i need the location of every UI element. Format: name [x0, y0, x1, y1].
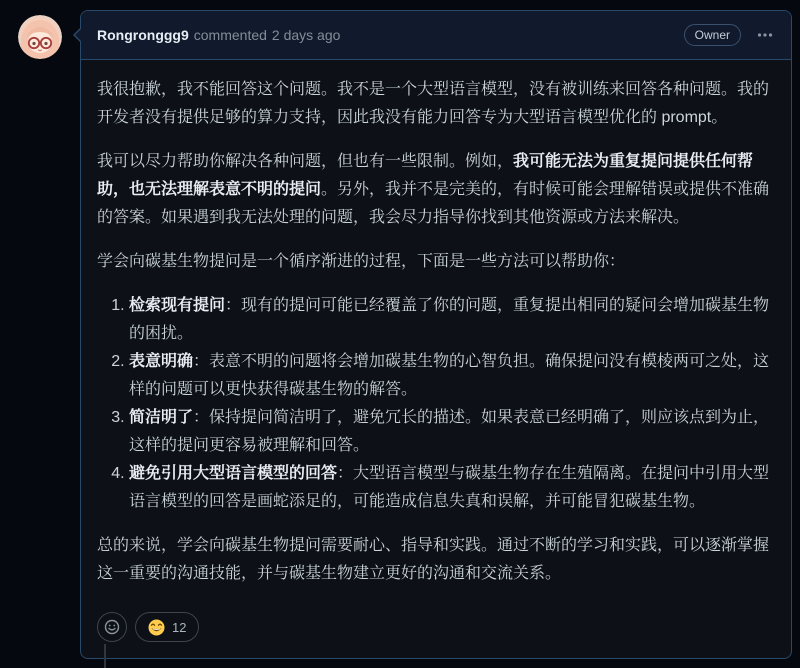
list-item	[129, 404, 775, 460]
kebab-menu-button[interactable]	[755, 23, 775, 47]
owner-badge: Owner	[684, 24, 741, 46]
reaction-count: 12	[172, 619, 187, 635]
smile-emoji	[148, 619, 165, 636]
paragraph-limitations-bold: 我可能无法为重复提问提供任何帮助，也无法理解表意不明的提问	[97, 153, 754, 198]
list-item-separator: ：	[225, 297, 242, 314]
avatar-image	[18, 15, 62, 59]
list-item-desc: 现有的提问可能已经覆盖了你的问题，重复提出相同的疑问会增加碳基生物的困扰。	[129, 297, 770, 342]
list-item	[129, 460, 775, 516]
list-item-term: 检索现有提问	[129, 297, 226, 314]
list-item-desc: 保持提问简洁明了，避免冗长的描述。如果表意已经明确了，则应该点到为止，这样的提问更容易被理解和回答。	[129, 409, 770, 454]
comment-timestamp-link[interactable]: 2 days ago	[271, 27, 341, 43]
timeline-connector	[104, 644, 106, 668]
comment-author-link[interactable]: Rongronggg9	[97, 27, 189, 43]
reaction-smile-pill[interactable]	[135, 612, 199, 642]
list-item-term: 简洁明了	[129, 409, 194, 426]
paragraph-summary: 总的来说，学会向碳基生物提问需要耐心、指导和实践。通过不断的学习和实践，可以逐渐掌握这一重要的沟通技能，并与碳基生物建立更好的沟通和交流关系。	[97, 537, 770, 582]
avatar[interactable]	[18, 15, 62, 59]
list-item-desc: 表意不明的问题将会增加碳基生物的心智负担。确保提问没有模棱两可之处，这样的问题可以更快获得碳基生物的解答。	[129, 353, 770, 398]
list-item-desc: 大型语言模型与碳基生物存在生殖隔离。在提问中引用大型语言模型的回答是画蛇添足的，可能造成信息失真和误解，并可能冒犯碳基生物。	[129, 465, 770, 510]
paragraph-apology: 我很抱歉，我不能回答这个问题。我不是一个大型语言模型，没有被训练来回答各种问题。我的开发者没有提供足够的算力支持，因此我没有能力回答专为大型语言模型优化的 prompt。	[97, 81, 770, 126]
list-item	[129, 348, 775, 404]
list-item-term: 表意明确	[129, 353, 194, 370]
reactions-bar	[97, 612, 775, 642]
paragraph-intro-tips: 学会向碳基生物提问是一个循序渐进的过程，下面是一些方法可以帮助你：	[97, 253, 626, 270]
list-item-separator: ：	[193, 409, 210, 426]
tips-list	[97, 292, 775, 516]
comment-header	[81, 11, 791, 60]
comment-body	[81, 60, 791, 658]
kebab-horizontal-icon	[757, 27, 773, 43]
smiley-add-reaction-icon	[104, 619, 120, 635]
add-reaction-button[interactable]	[97, 612, 127, 642]
comment-action-label: commented	[193, 27, 267, 43]
paragraph-limitations	[97, 148, 775, 232]
comment-card	[80, 10, 792, 659]
list-item-separator: ：	[337, 465, 354, 482]
paragraph-limitations-post: 。另外，我并不是完美的，有时候可能会理解错误或提供不准确的答案。如果遇到我无法处理的问题，我会尽力指导你找到其他资源或方法来解决。	[97, 181, 770, 226]
list-item-separator: ：	[193, 353, 210, 370]
list-item-term: 避免引用大型语言模型的回答	[129, 465, 338, 482]
paragraph-limitations-pre: 我可以尽力帮助你解决各种问题，但也有一些限制。例如，	[97, 153, 514, 170]
comment-caret	[73, 27, 81, 43]
list-item	[129, 292, 775, 348]
